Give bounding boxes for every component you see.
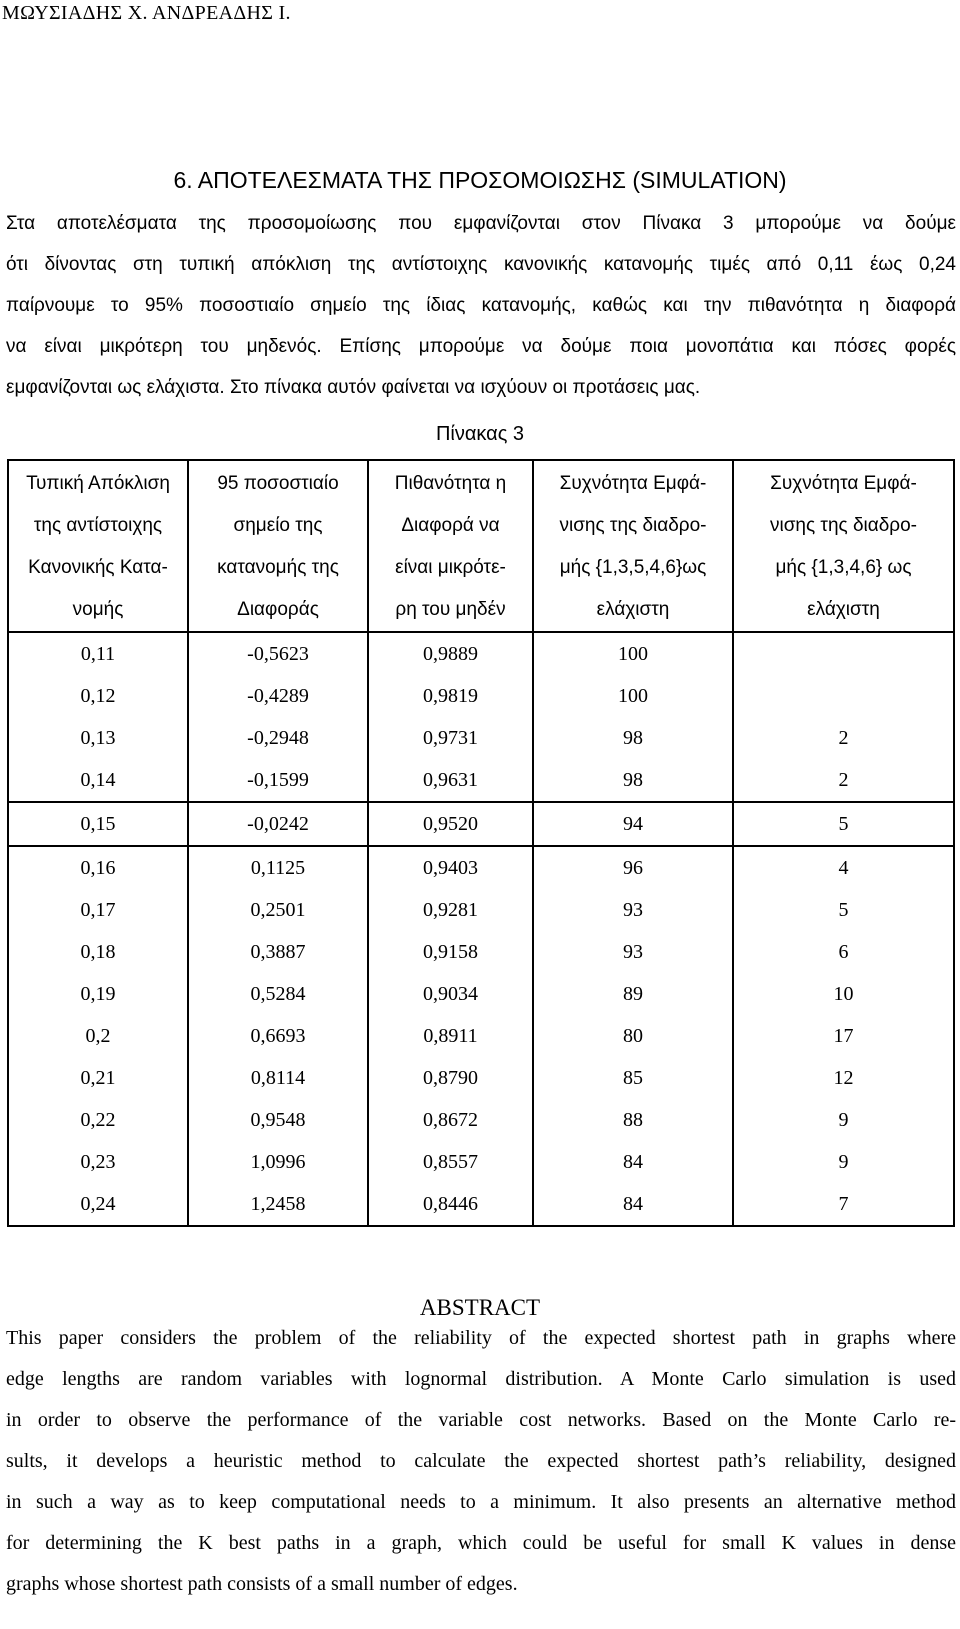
table-cell: 0,2501 bbox=[188, 889, 368, 931]
table-cell: 0,9520 bbox=[368, 802, 533, 846]
table-cell: 88 bbox=[533, 1099, 733, 1141]
table-cell: 0,9158 bbox=[368, 931, 533, 973]
table-cell: 0,9281 bbox=[368, 889, 533, 931]
table-row bbox=[8, 675, 954, 717]
table-row bbox=[8, 931, 954, 973]
table-cell: 0,14 bbox=[8, 759, 188, 802]
section-paragraph bbox=[6, 203, 956, 408]
table-cell: 0,8911 bbox=[368, 1015, 533, 1057]
table-row bbox=[8, 889, 954, 931]
header-freq-path-a: Συχνότητα Εμφά- νισης της διαδρο- μής {1,3,5,4,6}ως ελάχιστη bbox=[533, 460, 733, 632]
abstract-line: in such a way as to keep computational needs to a minimum. It also presents an alternative method bbox=[6, 1491, 956, 1513]
paragraph-line: παίρνουμε το 95% ποσοστιαίο σημείο της ίδιας κατανομής, καθώς και την πιθανότητα η διαφορά bbox=[6, 295, 956, 316]
table-cell: 0,24 bbox=[8, 1183, 188, 1226]
table-cell: 0,8790 bbox=[368, 1057, 533, 1099]
table-row bbox=[8, 759, 954, 802]
abstract-line: This paper considers the problem of the reliability of the expected shortest path in graphs where bbox=[6, 1327, 956, 1349]
table-cell: 0,17 bbox=[8, 889, 188, 931]
table-cell: 98 bbox=[533, 717, 733, 759]
table-cell: 1,0996 bbox=[188, 1141, 368, 1183]
table-cell: 0,19 bbox=[8, 973, 188, 1015]
table-cell: 9 bbox=[733, 1141, 954, 1183]
table-cell: 0,9034 bbox=[368, 973, 533, 1015]
table-cell: 10 bbox=[733, 973, 954, 1015]
table-cell: 93 bbox=[533, 931, 733, 973]
abstract-line: in order to observe the performance of the variable cost networks. Based on the Monte Carlo re- bbox=[6, 1409, 956, 1431]
table-cell: 0,15 bbox=[8, 802, 188, 846]
table-cell: 98 bbox=[533, 759, 733, 802]
table-cell: -0,0242 bbox=[188, 802, 368, 846]
table-cell: 0,5284 bbox=[188, 973, 368, 1015]
table-row bbox=[8, 1057, 954, 1099]
table-cell: 84 bbox=[533, 1141, 733, 1183]
header-freq-path-b: Συχνότητα Εμφά- νισης της διαδρο- μής {1,3,4,6} ως ελάχιστη bbox=[733, 460, 954, 632]
header-probability: Πιθανότητα η Διαφορά να είναι μικρότε- ρη του μηδέν bbox=[368, 460, 533, 632]
table-row bbox=[8, 973, 954, 1015]
table-cell: 0,8446 bbox=[368, 1183, 533, 1226]
table-cell: 89 bbox=[533, 973, 733, 1015]
table-cell: 0,11 bbox=[8, 632, 188, 675]
table-cell: 85 bbox=[533, 1057, 733, 1099]
table-cell bbox=[733, 632, 954, 675]
table-cell: 17 bbox=[733, 1015, 954, 1057]
table-cell: 0,3887 bbox=[188, 931, 368, 973]
table-row bbox=[8, 802, 954, 846]
table-cell: 0,8672 bbox=[368, 1099, 533, 1141]
table-cell: -0,1599 bbox=[188, 759, 368, 802]
abstract-line: for determining the K best paths in a graph, which could be useful for small K values in dense bbox=[6, 1532, 956, 1554]
paragraph-line: εμφανίζονται ως ελάχιστα. Στο πίνακα αυτόν φαίνεται να ισχύουν οι προτάσεις μας. bbox=[6, 377, 701, 398]
table-cell: 2 bbox=[733, 759, 954, 802]
table-cell: 0,9731 bbox=[368, 717, 533, 759]
table-cell: 7 bbox=[733, 1183, 954, 1226]
table-cell: 0,16 bbox=[8, 846, 188, 889]
paragraph-line: Στα αποτελέσματα της προσομοίωσης που εμφανίζονται στον Πίνακα 3 μπορούμε να δούμε bbox=[6, 213, 956, 234]
table-cell: 0,13 bbox=[8, 717, 188, 759]
table-cell: 93 bbox=[533, 889, 733, 931]
table-row bbox=[8, 846, 954, 889]
table-cell: 0,8557 bbox=[368, 1141, 533, 1183]
table-row bbox=[8, 1183, 954, 1226]
table-cell: 100 bbox=[533, 632, 733, 675]
table-cell: 0,9819 bbox=[368, 675, 533, 717]
table-cell: 6 bbox=[733, 931, 954, 973]
table-cell: 0,23 bbox=[8, 1141, 188, 1183]
table-cell: 5 bbox=[733, 889, 954, 931]
table-cell: 0,21 bbox=[8, 1057, 188, 1099]
table-cell: 1,2458 bbox=[188, 1183, 368, 1226]
table-cell: 0,8114 bbox=[188, 1057, 368, 1099]
table-cell: 0,22 bbox=[8, 1099, 188, 1141]
table-cell: -0,5623 bbox=[188, 632, 368, 675]
section-title: 6. ΑΠΟΤΕΛΕΣΜΑΤΑ ΤΗΣ ΠΡΟΣΟΜΟΙΩΣΗΣ (SIMULATION) bbox=[173, 167, 787, 193]
header-percentile: 95 ποσοστιαίο σημείο της κατανομής της Διαφοράς bbox=[188, 460, 368, 632]
table-cell: 100 bbox=[533, 675, 733, 717]
table-cell: -0,2948 bbox=[188, 717, 368, 759]
paragraph-line: να είναι μικρότερη του μηδενός. Επίσης μπορούμε να δούμε ποια μονοπάτια και πόσες φορές bbox=[6, 336, 956, 357]
table-cell: 84 bbox=[533, 1183, 733, 1226]
table-cell bbox=[733, 675, 954, 717]
paragraph-line: ότι δίνοντας στη τυπική απόκλιση της αντίστοιχης κανονικής κατανομής τιμές από 0,11 έως 0,24 bbox=[6, 254, 956, 275]
abstract-line: graphs whose shortest path consists of a small number of edges. bbox=[6, 1573, 518, 1595]
table-cell: -0,4289 bbox=[188, 675, 368, 717]
table-cell: 80 bbox=[533, 1015, 733, 1057]
table-row bbox=[8, 632, 954, 675]
table-cell: 4 bbox=[733, 846, 954, 889]
table-cell: 0,6693 bbox=[188, 1015, 368, 1057]
running-header: ΜΩΥΣΙΑΔΗΣ Χ. ΑΝΔΡΕΑΔΗΣ Ι. bbox=[2, 2, 291, 24]
table-cell: 96 bbox=[533, 846, 733, 889]
table-caption: Πίνακας 3 bbox=[435, 423, 525, 445]
abstract-line: edge lengths are random variables with lognormal distribution. A Monte Carlo simulation is used bbox=[6, 1368, 956, 1390]
table-row bbox=[8, 1141, 954, 1183]
table-cell: 0,9403 bbox=[368, 846, 533, 889]
table-cell: 0,12 bbox=[8, 675, 188, 717]
results-table bbox=[7, 459, 955, 1227]
table-cell: 94 bbox=[533, 802, 733, 846]
table-cell: 0,9631 bbox=[368, 759, 533, 802]
table-cell: 12 bbox=[733, 1057, 954, 1099]
table-cell: 0,1125 bbox=[188, 846, 368, 889]
abstract-body bbox=[6, 1318, 956, 1605]
table-cell: 0,18 bbox=[8, 931, 188, 973]
table-row bbox=[8, 1015, 954, 1057]
table-cell: 0,9548 bbox=[188, 1099, 368, 1141]
table-cell: 2 bbox=[733, 717, 954, 759]
table-cell: 0,2 bbox=[8, 1015, 188, 1057]
table-row bbox=[8, 717, 954, 759]
table-row bbox=[8, 1099, 954, 1141]
table-cell: 0,9889 bbox=[368, 632, 533, 675]
abstract-line: sults, it develops a heuristic method to calculate the expected shortest path’s reliability, designed bbox=[6, 1450, 956, 1472]
table-header-row bbox=[8, 460, 954, 632]
table-cell: 5 bbox=[733, 802, 954, 846]
abstract-title: ABSTRACT bbox=[419, 1295, 541, 1320]
header-std-dev: Τυπική Απόκλιση της αντίστοιχης Κανονικής Κατα- νομής bbox=[8, 460, 188, 632]
table-cell: 9 bbox=[733, 1099, 954, 1141]
